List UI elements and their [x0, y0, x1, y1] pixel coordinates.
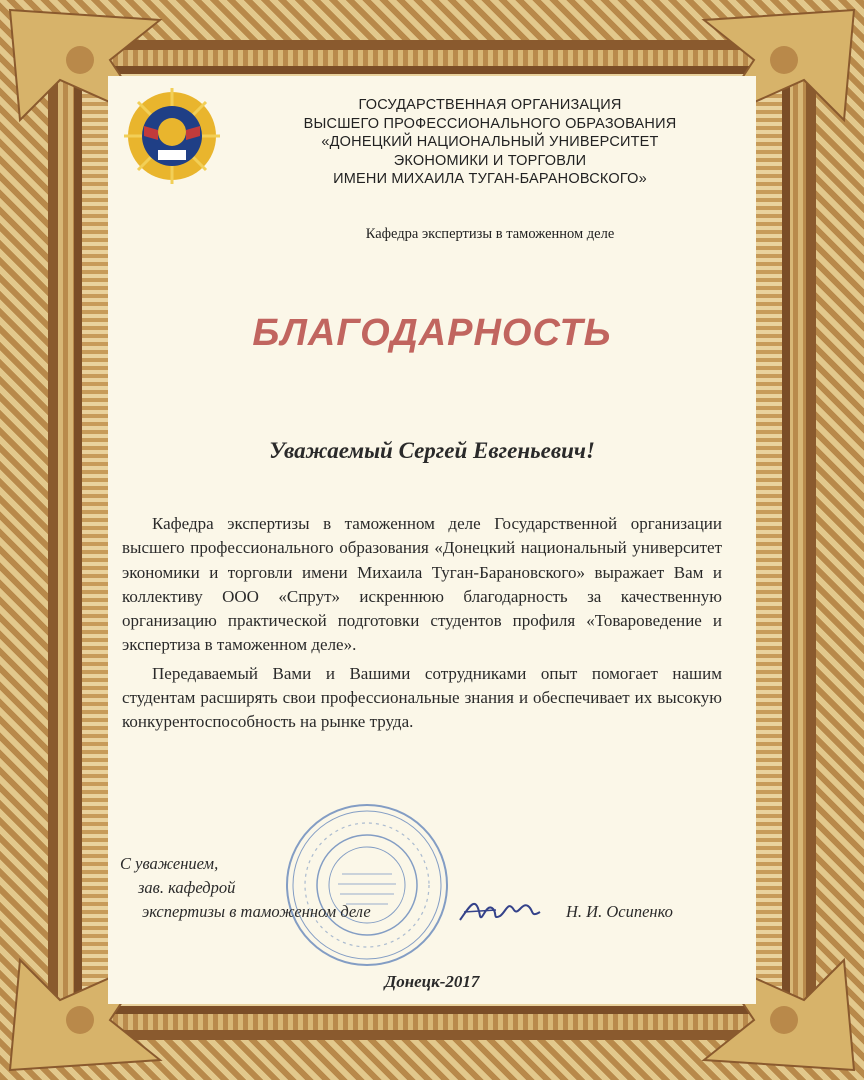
header-line: ИМЕНИ МИХАИЛА ТУГАН-БАРАНОВСКОГО» — [333, 171, 647, 187]
closing-line: зав. кафедрой — [138, 878, 236, 897]
header-line: ЭКОНОМИКИ И ТОРГОВЛИ — [393, 152, 587, 169]
signer-name: Н. И. Осипенко — [566, 902, 673, 921]
body-paragraph: Кафедра экспертизы в таможенном деле Государственной организации высшего профессионального образования «Донецкий национальный университет экономики и торговли имени Михаила Туган-Барановского» выражает Вам и коллективу ООО «Спрут» искреннюю благодарность за качественную организацию практической подготовки студентов профиля «Товароведение и экспертиза в таможенном деле». — [122, 514, 722, 655]
closing-block — [120, 852, 371, 924]
body-paragraph: Передаваемый Вами и Вашими сотрудниками опыт помогает нашим студентам расширять свои профессиональные знания и обеспечивает их высокую конкурентоспособность на рынке труда. — [122, 663, 722, 732]
university-emblem-icon — [122, 86, 222, 186]
header-line: «ДОНЕЦКИЙ НАЦИОНАЛЬНЫЙ УНИВЕРСИТЕТ — [321, 134, 659, 150]
department-name: Кафедра экспертизы в таможенном деле — [365, 226, 615, 242]
institution-header — [250, 96, 730, 189]
closing-line: экспертизы в таможенном деле — [142, 902, 371, 921]
greeting: Уважаемый Сергей Евгеньевич! — [269, 438, 595, 463]
letter-body — [122, 512, 722, 735]
closing-line: С уважением, — [120, 854, 219, 873]
place-and-year: Донецк-2017 — [384, 972, 480, 991]
header-line: ГОСУДАРСТВЕННАЯ ОРГАНИЗАЦИЯ — [358, 97, 622, 113]
document-title: БЛАГОДАРНОСТЬ — [252, 312, 612, 354]
handwritten-signature-icon — [456, 886, 546, 930]
header-line: ВЫСШЕГО ПРОФЕССИОНАЛЬНОГО ОБРАЗОВАНИЯ — [303, 115, 677, 132]
